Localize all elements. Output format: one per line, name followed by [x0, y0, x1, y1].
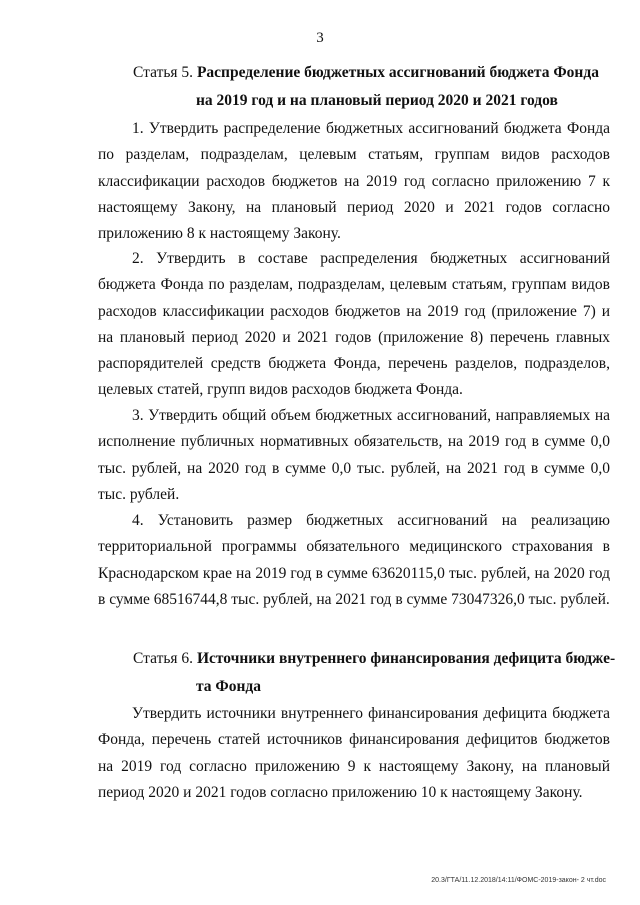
- article5-title-line1: Распределение бюджетных ассигнований бюджета Фонда: [196, 64, 599, 81]
- article5-paragraph-2: 2. Утвердить в составе распределения бюджетных ассигнований бюджета Фонда по разделам, подразделам, целевым статьям, группам видов расходов классификации расходов бюджетов на 2019 год (приложение 7) и на плановый период 2020 и 2021 годов (приложение 8) перечень главных распорядителей средств бюджета Фонда, перечень разделов, подразделов, целевых статей, групп видов расходов бюджета Фонда.: [98, 250, 610, 399]
- article5-title-line2-wrap: [196, 87, 558, 115]
- article6-heading: [133, 645, 615, 673]
- article5-label: Статья 5.: [133, 64, 194, 81]
- article6-title-line1: Источники внутреннего финансирования дефицита бюдже-: [196, 650, 616, 667]
- article6-paragraph-1: Утвердить источники внутреннего финансирования дефицита бюджета Фонда, перечень статей источников финансирования дефицитов бюджетов на 2019 год согласно приложению 9 к настоящему Закону, на плановый период 2020 и 2021 годов согласно приложению 10 к настоящему Закону.: [98, 705, 610, 801]
- article5-heading: [133, 59, 599, 87]
- article6-label: Статья 6.: [133, 650, 194, 667]
- article5-title-line2: на 2019 год и на плановый период 2020 и 2021 годов: [196, 92, 558, 109]
- article5-paragraph-1: 1. Утвердить распределение бюджетных ассигнований бюджета Фонда по разделам, подразделам, целевым статьям, группам видов расходов классификации расходов бюджетов на 2019 год согласно приложению 7 к настоящему Закону, на плановый период 2020 и 2021 годов согласно приложению 8 к настоящему Закону.: [98, 120, 610, 243]
- file-footer: 20.3/ГТА/11.12.2018/14:11/ФОМС-2019-закон- 2 чт.doc: [431, 877, 606, 884]
- article6-title-line2: та Фонда: [196, 678, 262, 695]
- page-number: 3: [316, 30, 324, 46]
- article5-paragraph-3: 3. Утвердить общий объем бюджетных ассигнований, направляемых на исполнение публичных нормативных обязательств, на 2019 год в сумме 0,0 тыс. рублей, на 2020 год в сумме 0,0 тыс. рублей, на 2021 год в сумме 0,0 тыс. рублей.: [98, 407, 610, 503]
- article6-title-line2-wrap: [196, 673, 261, 701]
- article5-paragraph-4: 4. Установить размер бюджетных ассигнований на реализацию территориальной программы обязательного медицинского страхования в Краснодарском крае на 2019 год в сумме 63620115,0 тыс. рублей, на 2020 год в сумме 68516744,8 тыс. рублей, на 2021 год в сумме 73047326,0 тыс. рублей.: [98, 512, 610, 608]
